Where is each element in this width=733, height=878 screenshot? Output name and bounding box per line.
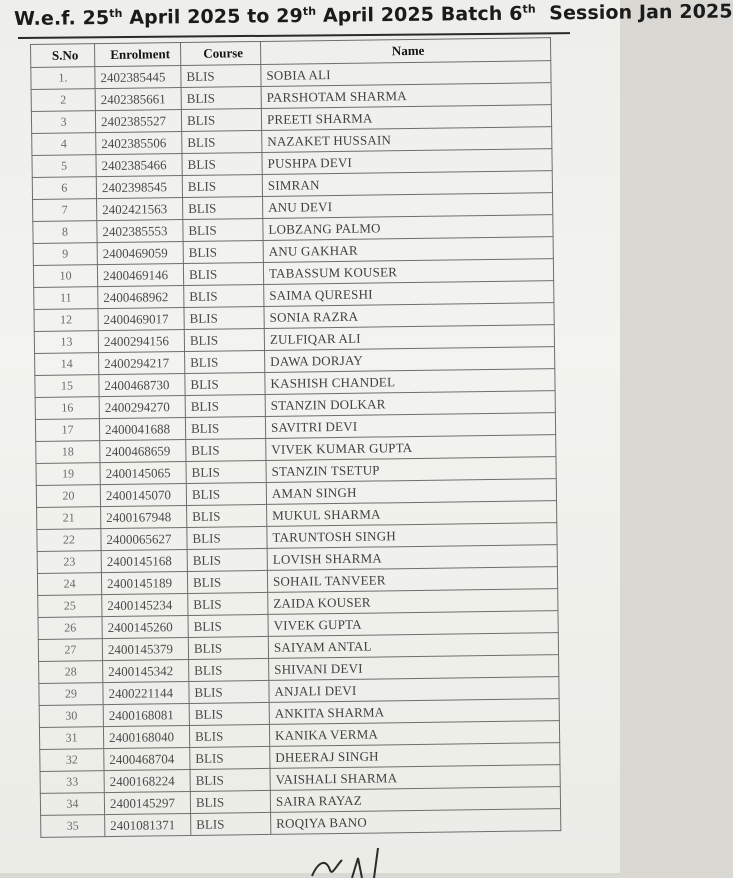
cell-name: SAIMA QURESHI (264, 281, 554, 307)
cell-course: BLIS (183, 240, 263, 263)
cell-course: BLIS (187, 504, 267, 527)
cell-course: BLIS (189, 702, 269, 725)
cell-name: AMAN SINGH (266, 479, 556, 505)
cell-name: VIVEK KUMAR GUPTA (266, 435, 556, 461)
cell-course: BLIS (191, 812, 271, 835)
cell-sno: 24 (37, 573, 101, 596)
cell-sno: 1. (31, 67, 95, 90)
cell-sno: 33 (40, 771, 104, 794)
cell-name: DAWA DORJAY (265, 347, 555, 373)
cell-name: ROQIYA BANO (271, 809, 561, 835)
cell-enrolment: 2402385553 (97, 220, 183, 243)
cell-course: BLIS (189, 680, 269, 703)
cell-sno: 30 (39, 705, 103, 728)
cell-name: SAIRA RAYAZ (270, 787, 560, 813)
cell-enrolment: 2402385527 (95, 110, 181, 133)
cell-enrolment: 2400145070 (100, 483, 186, 506)
cell-enrolment: 2400065627 (101, 527, 187, 550)
cell-sno: 35 (41, 815, 105, 838)
cell-course: BLIS (189, 724, 269, 747)
cell-sno: 32 (40, 749, 104, 772)
cell-name: LOVISH SHARMA (267, 545, 557, 571)
cell-enrolment: 2400145260 (102, 615, 188, 638)
cell-course: BLIS (190, 746, 270, 769)
cell-enrolment: 2400468730 (99, 374, 185, 397)
cell-course: BLIS (184, 284, 264, 307)
cell-sno: 13 (34, 331, 98, 354)
cell-course: BLIS (182, 174, 262, 197)
student-table (30, 37, 561, 838)
cell-sno: 6 (32, 177, 96, 200)
header-sno: S.No (31, 44, 95, 68)
cell-name: STANZIN TSETUP (266, 457, 556, 483)
cell-course: BLIS (181, 64, 261, 87)
cell-course: BLIS (184, 306, 264, 329)
cell-enrolment: 2400469146 (97, 264, 183, 287)
cell-enrolment: 2400145189 (101, 571, 187, 594)
cell-name: PUSHPA DEVI (262, 149, 552, 175)
cell-name: TARUNTOSH SINGH (267, 523, 557, 549)
cell-name: NAZAKET HUSSAIN (262, 127, 552, 153)
cell-course: BLIS (186, 438, 266, 461)
cell-sno: 19 (36, 463, 100, 486)
cell-sno: 9 (33, 243, 97, 266)
cell-enrolment: 2400221144 (103, 681, 189, 704)
cell-sno: 27 (38, 639, 102, 662)
title-sup-2: th (302, 4, 317, 18)
cell-name: MUKUL SHARMA (267, 501, 557, 527)
title-prefix: W.e.f. 25 (14, 7, 110, 30)
cell-enrolment: 2400145379 (102, 637, 188, 660)
cell-sno: 3 (31, 111, 95, 134)
cell-enrolment: 2400168040 (103, 725, 189, 748)
title-mid-1: April 2025 to 29 (122, 4, 303, 29)
page-title (14, 0, 733, 30)
cell-enrolment: 2400468704 (104, 747, 190, 770)
cell-name: KASHISH CHANDEL (265, 369, 555, 395)
cell-course: BLIS (185, 372, 265, 395)
cell-sno: 14 (35, 353, 99, 376)
cell-course: BLIS (187, 548, 267, 571)
cell-sno: 18 (36, 441, 100, 464)
table-body (31, 61, 561, 838)
cell-sno: 20 (36, 485, 100, 508)
cell-sno: 12 (34, 309, 98, 332)
cell-enrolment: 2400168081 (103, 703, 189, 726)
cell-enrolment: 2401081371 (105, 813, 191, 836)
header-course: Course (180, 41, 260, 65)
cell-name: TABASSUM KOUSER (263, 259, 553, 285)
cell-course: BLIS (185, 416, 265, 439)
cell-name: SOBIA ALI (261, 61, 551, 87)
cell-sno: 28 (39, 661, 103, 684)
cell-sno: 26 (38, 617, 102, 640)
cell-enrolment: 2400469017 (98, 308, 184, 331)
cell-course: BLIS (190, 790, 270, 813)
cell-enrolment: 2402398545 (96, 176, 182, 199)
cell-name: KANIKA VERMA (269, 721, 559, 747)
cell-course: BLIS (190, 768, 270, 791)
cell-sno: 7 (33, 199, 97, 222)
cell-name: SIMRAN (262, 171, 552, 197)
cell-name: SONIA RAZRA (264, 303, 554, 329)
cell-enrolment: 2402421563 (97, 198, 183, 221)
cell-enrolment: 2400145297 (104, 791, 190, 814)
cell-sno: 29 (39, 683, 103, 706)
header-enrolment: Enrolment (95, 43, 181, 67)
cell-course: BLIS (182, 130, 262, 153)
signature-mark (300, 848, 410, 878)
cell-enrolment: 2400294217 (99, 352, 185, 375)
cell-enrolment: 2402385466 (96, 154, 182, 177)
cell-enrolment: 2400468659 (100, 439, 186, 462)
cell-name: ZULFIQAR ALI (264, 325, 554, 351)
cell-name: STANZIN DOLKAR (265, 391, 555, 417)
cell-enrolment: 2400294156 (98, 330, 184, 353)
cell-name: PARSHOTAM SHARMA (261, 83, 551, 109)
cell-course: BLIS (185, 394, 265, 417)
cell-enrolment: 2400469059 (97, 242, 183, 265)
cell-course: BLIS (188, 614, 268, 637)
cell-enrolment: 2400294270 (99, 395, 185, 418)
cell-enrolment: 2400468962 (98, 286, 184, 309)
cell-enrolment: 2400145065 (100, 461, 186, 484)
cell-course: BLIS (185, 350, 265, 373)
cell-name: PREETI SHARMA (261, 105, 551, 131)
cell-name: VAISHALI SHARMA (270, 765, 560, 791)
cell-name: ZAIDA KOUSER (268, 589, 558, 615)
cell-sno: 11 (34, 287, 98, 310)
cell-enrolment: 2402385506 (96, 132, 182, 155)
title-sup-1: th (109, 6, 123, 21)
cell-enrolment: 2402385445 (95, 66, 181, 89)
cell-course: BLIS (187, 570, 267, 593)
cell-course: BLIS (189, 658, 269, 681)
cell-enrolment: 2400145342 (103, 659, 189, 682)
cell-sno: 2 (31, 89, 95, 112)
cell-sno: 15 (35, 375, 99, 398)
cell-sno: 17 (35, 419, 99, 442)
student-list (30, 37, 560, 838)
title-sup-3: th (522, 2, 536, 16)
cell-course: BLIS (186, 460, 266, 483)
cell-enrolment: 2400145234 (102, 593, 188, 616)
cell-sno: 23 (37, 551, 101, 574)
cell-sno: 16 (35, 397, 99, 420)
cell-sno: 10 (33, 265, 97, 288)
cell-name: SOHAIL TANVEER (267, 567, 557, 593)
title-mid-2: April 2025 Batch 6 (316, 2, 523, 27)
cell-name: ANKITA SHARMA (269, 699, 559, 725)
cell-name: SHIVANI DEVI (269, 655, 559, 681)
cell-course: BLIS (181, 108, 261, 131)
cell-name: SAIYAM ANTAL (268, 633, 558, 659)
cell-sno: 8 (33, 221, 97, 244)
cell-sno: 25 (38, 595, 102, 618)
cell-name: DHEERAJ SINGH (270, 743, 560, 769)
cell-enrolment: 2400167948 (101, 505, 187, 528)
cell-enrolment: 2400041688 (99, 417, 185, 440)
cell-course: BLIS (186, 482, 266, 505)
cell-name: LOBZANG PALMO (263, 215, 553, 241)
cell-enrolment: 2400145168 (101, 549, 187, 572)
cell-sno: 4 (32, 133, 96, 156)
cell-course: BLIS (188, 636, 268, 659)
cell-sno: 34 (40, 793, 104, 816)
cell-course: BLIS (187, 526, 267, 549)
cell-course: BLIS (183, 196, 263, 219)
cell-enrolment: 2400168224 (104, 769, 190, 792)
cell-course: BLIS (188, 592, 268, 615)
cell-name: SAVITRI DEVI (265, 413, 555, 439)
cell-name: ANJALI DEVI (269, 677, 559, 703)
cell-name: VIVEK GUPTA (268, 611, 558, 637)
cell-enrolment: 2402385661 (95, 88, 181, 111)
cell-name: ANU DEVI (263, 193, 553, 219)
title-suffix: Session Jan 2025 (535, 0, 733, 25)
header-name: Name (260, 38, 550, 65)
cell-sno: 21 (37, 507, 101, 530)
cell-course: BLIS (182, 152, 262, 175)
cell-course: BLIS (184, 328, 264, 351)
cell-name: ANU GAKHAR (263, 237, 553, 263)
cell-sno: 5 (32, 155, 96, 178)
cell-course: BLIS (183, 262, 263, 285)
cell-sno: 31 (39, 727, 103, 750)
cell-course: BLIS (181, 86, 261, 109)
cell-course: BLIS (183, 218, 263, 241)
cell-sno: 22 (37, 529, 101, 552)
